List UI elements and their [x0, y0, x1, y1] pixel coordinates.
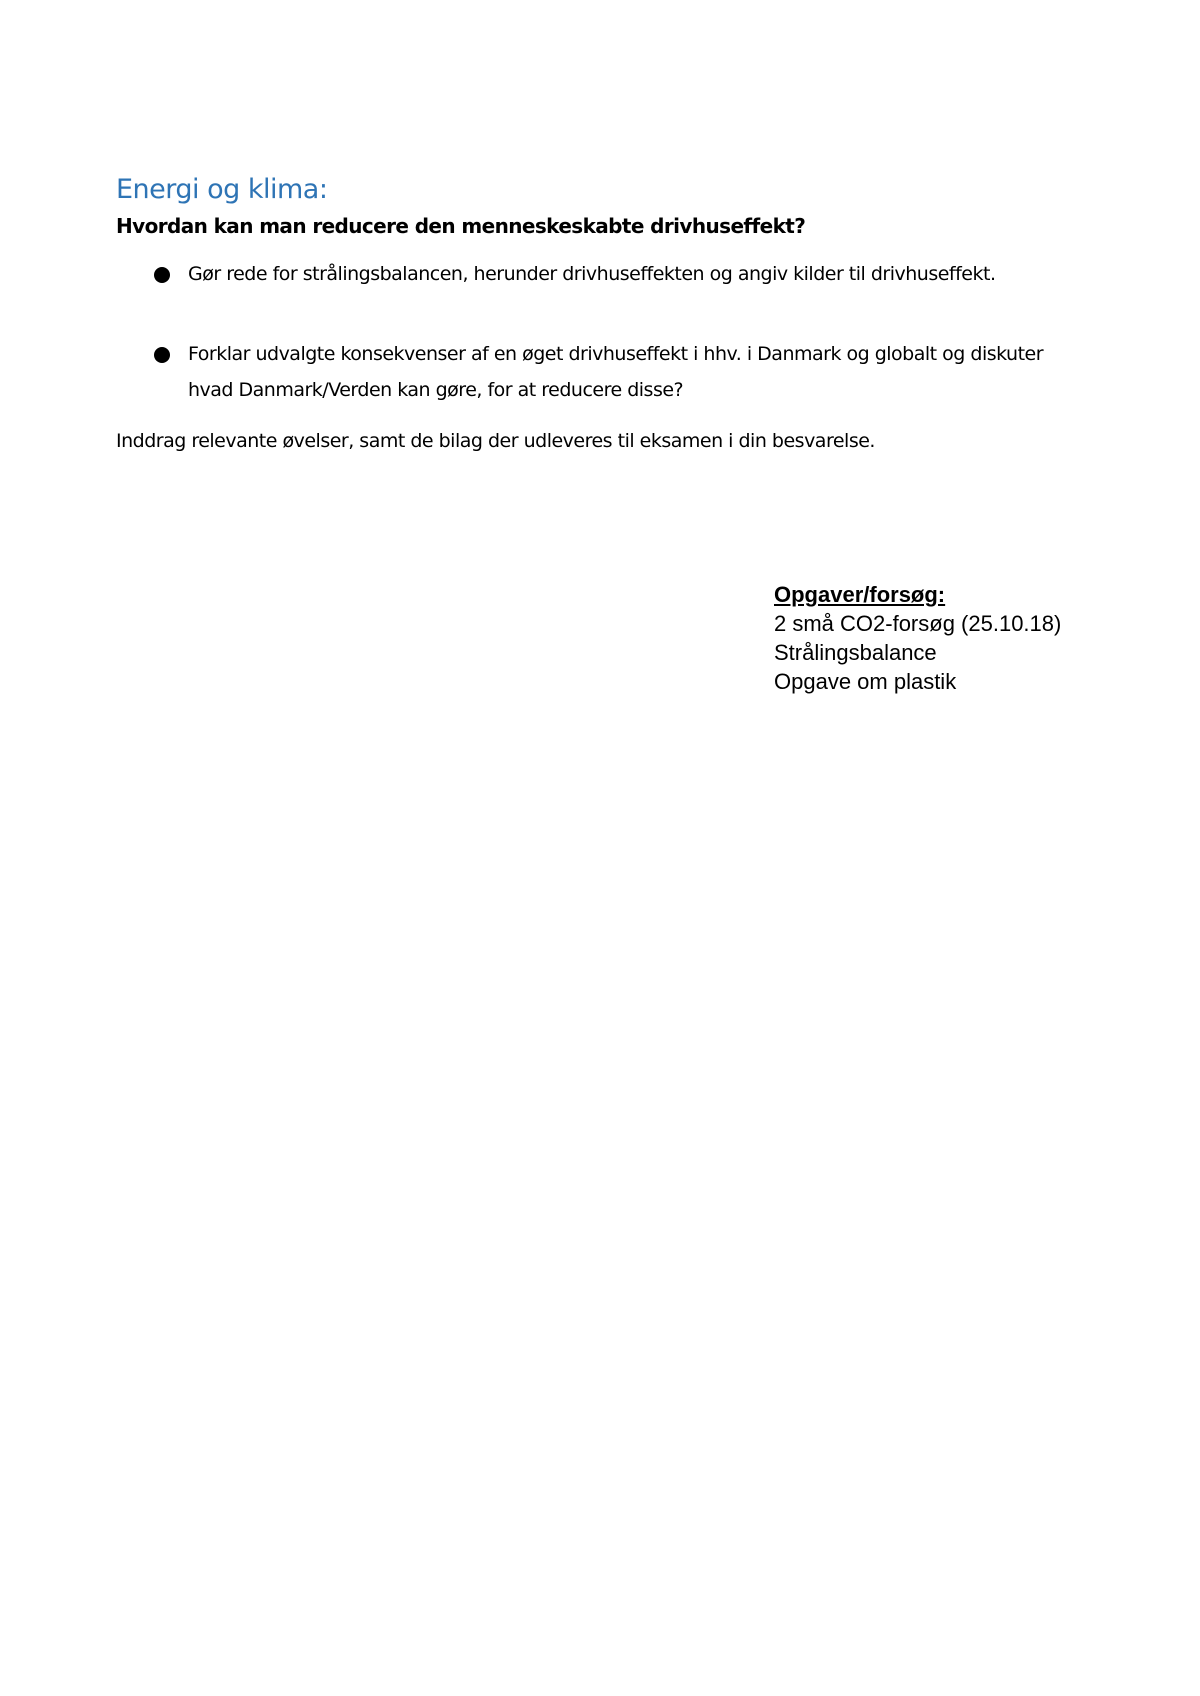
- tasks-title: Opgaver/forsøg:: [774, 582, 946, 607]
- bullet-dot-icon: [154, 347, 170, 363]
- bullet-dot-icon: [154, 267, 170, 283]
- tasks-section: [774, 580, 1061, 696]
- instruction-text: Inddrag relevante øvelser, samt de bilag der udleveres til eksamen i din besvarelse.: [116, 430, 875, 452]
- bullet-list: [152, 256, 1092, 408]
- main-question: Hvordan kan man reducere den menneskeskabte drivhuseffekt?: [116, 214, 806, 238]
- bullet-text: Forklar udvalgte konsekvenser af en øget drivhuseffekt i hhv. i Danmark og globalt og diskuter hvad Danmark/Verden kan gøre, for at reducere disse?: [188, 343, 1044, 401]
- task-item: Opgave om plastik: [774, 669, 957, 694]
- list-item: [152, 336, 1092, 408]
- list-item: [152, 256, 1092, 292]
- bullet-text: Gør rede for strålingsbalancen, herunder drivhuseffekten og angiv kilder til drivhuseffekt.: [188, 263, 996, 285]
- document-heading: Energi og klima:: [116, 174, 328, 205]
- task-item: Strålingsbalance: [774, 640, 937, 665]
- task-item: 2 små CO2-forsøg (25.10.18): [774, 611, 1062, 636]
